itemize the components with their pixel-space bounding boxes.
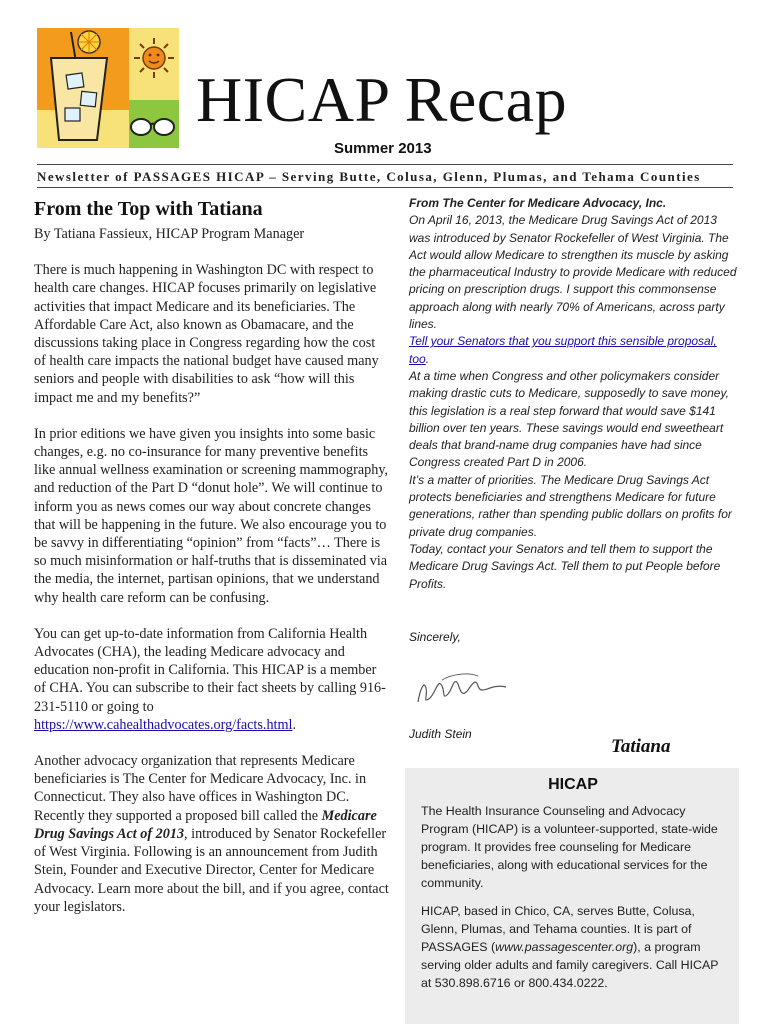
paragraph-text: HICAP, based in Chico, CA, serves Butte, Colusa, Glenn, Plumas, and Tehama counties. It is part of PASSAGES ( bbox=[421, 904, 695, 954]
hicap-box-title: HICAP bbox=[548, 776, 598, 793]
bill-name: Medicare Drug Savings Act of 2013 bbox=[34, 807, 377, 842]
signer-name: Judith Stein bbox=[409, 727, 472, 741]
newsletter-title: HICAP Recap bbox=[196, 64, 568, 135]
iced-drink-logo-icon bbox=[37, 28, 179, 148]
signature-image bbox=[412, 664, 508, 708]
sun-icon bbox=[134, 38, 174, 78]
paragraph-text: You can get up-to-date information from California Health Advocates (CHA), the leading Medicare advocacy and education non-profit in California. This HICAP is a member of CHA. You can subscribe to their fact sheets by calling 916-231-5110 or going to bbox=[34, 625, 386, 715]
edition-label: Summer 2013 bbox=[334, 140, 432, 157]
article-byline: By Tatiana Fassieux, HICAP Program Manager bbox=[34, 226, 305, 242]
paragraph-text: Another advocacy organization that represents Medicare beneficiaries is The Center for Medicare Advocacy, Inc. in Connecticut. They also have offices in Washington DC. Recently they supported a proposed bill called the bbox=[34, 753, 367, 824]
paragraph-text: . bbox=[292, 716, 297, 733]
signoff-name: Tatiana bbox=[611, 736, 671, 757]
paragraph-text: ), a program serving older adults and family caregivers. Call HICAP at 530.898.6716 or 800.434.0222. bbox=[421, 940, 719, 990]
article-paragraph: There is much happening in Washington DC with respect to health care changes. HICAP focuses primarily on legislative activities that impact Medicare and its beneficiaries. The Affordable Care Act, also known as Obamacare, and the discussions taking place in Congress regarding how the cost of health care impacts the national budget have caused many seniors and people with disabilities to ask “how will this impact me and my benefits?” bbox=[34, 262, 379, 406]
passages-website: www.passagescenter.org bbox=[495, 940, 634, 954]
cha-facts-link[interactable]: https://www.cahealthadvocates.org/facts.html bbox=[34, 716, 293, 733]
hicap-info-box bbox=[405, 768, 739, 1024]
announcement-heading: From The Center for Medicare Advocacy, Inc. bbox=[409, 196, 667, 210]
announcement-paragraph: It’s a matter of priorities. The Medicare Drug Savings Act protects beneficiaries and strengthens Medicare for future generations, rather than spending public dollars on profits for private drug companies. bbox=[409, 472, 732, 539]
hicap-box-paragraph bbox=[421, 902, 725, 992]
article-paragraph bbox=[34, 625, 390, 734]
announcement-paragraph: At a time when Congress and other policymakers consider making drastic cuts to Medicare, supposedly to save money, this legislation is a real step forward that would save $141 billion over ten years. These savings would end sweetheart deals that brand-name drug companies have had since Congress created Part D in 2006. bbox=[409, 368, 729, 470]
hicap-box-paragraph: The Health Insurance Counseling and Advocacy Program (HICAP) is a volunteer-supported, state-wide program. It provides free counseling for Medicare beneficiaries, along with educational services for the community. bbox=[421, 804, 718, 890]
main-article bbox=[34, 196, 390, 934]
announcement-paragraph bbox=[409, 333, 737, 368]
header-rule-top bbox=[37, 164, 733, 165]
article-paragraph bbox=[34, 752, 390, 916]
announcement-paragraph: Today, contact your Senators and tell them to support the Medicare Drug Savings Act. Tell them to put People before Profits. bbox=[409, 541, 721, 591]
article-paragraph: In prior editions we have given you insights into some basic changes, e.g. no co-insurance for many preventive benefits like annual wellness examination or screening mammography, and reduction of the Part D “donut hole”. We will continue to inform you as news comes our way about concrete changes that will be happening in the future. We also encourage you to be savvy in differentiating “opinion” from “facts”… There is so much misinformation or half-truths that is disseminated via the media, the internet, partisan opinions, that we understand why health care reform can be confusing. bbox=[34, 425, 389, 606]
paragraph-text: . bbox=[425, 351, 430, 366]
header-rule-bottom bbox=[37, 187, 733, 188]
newsletter-tagline: Newsletter of PASSAGES HICAP – Serving Butte, Colusa, Glenn, Plumas, and Tehama Counties bbox=[37, 169, 701, 184]
tell-senators-link[interactable]: Tell your Senators that you support this sensible proposal, too bbox=[409, 334, 717, 366]
announcement-paragraph: On April 16, 2013, the Medicare Drug Savings Act of 2013 was introduced by Senator Rockefeller of West Virginia. The Act would allow Medicare to strengthen its muscle by asking the pharmaceutical Industry to provide Medicare with reduced pricing on prescription drugs. I support this commonsense approach along with nearly 70% of Americans, across party lines. bbox=[409, 213, 737, 332]
paragraph-text: , introduced by Senator Rockefeller of West Virginia. Following is an announcement from Judith Stein, Founder and Executive Director, Center for Medicare Advocacy. Learn more about the bill, and if you agree, contact your legislators. bbox=[34, 825, 389, 915]
closing-text: Sincerely, bbox=[409, 630, 461, 644]
article-heading: From the Top with Tatiana bbox=[34, 198, 263, 220]
announcement-column bbox=[409, 195, 737, 593]
